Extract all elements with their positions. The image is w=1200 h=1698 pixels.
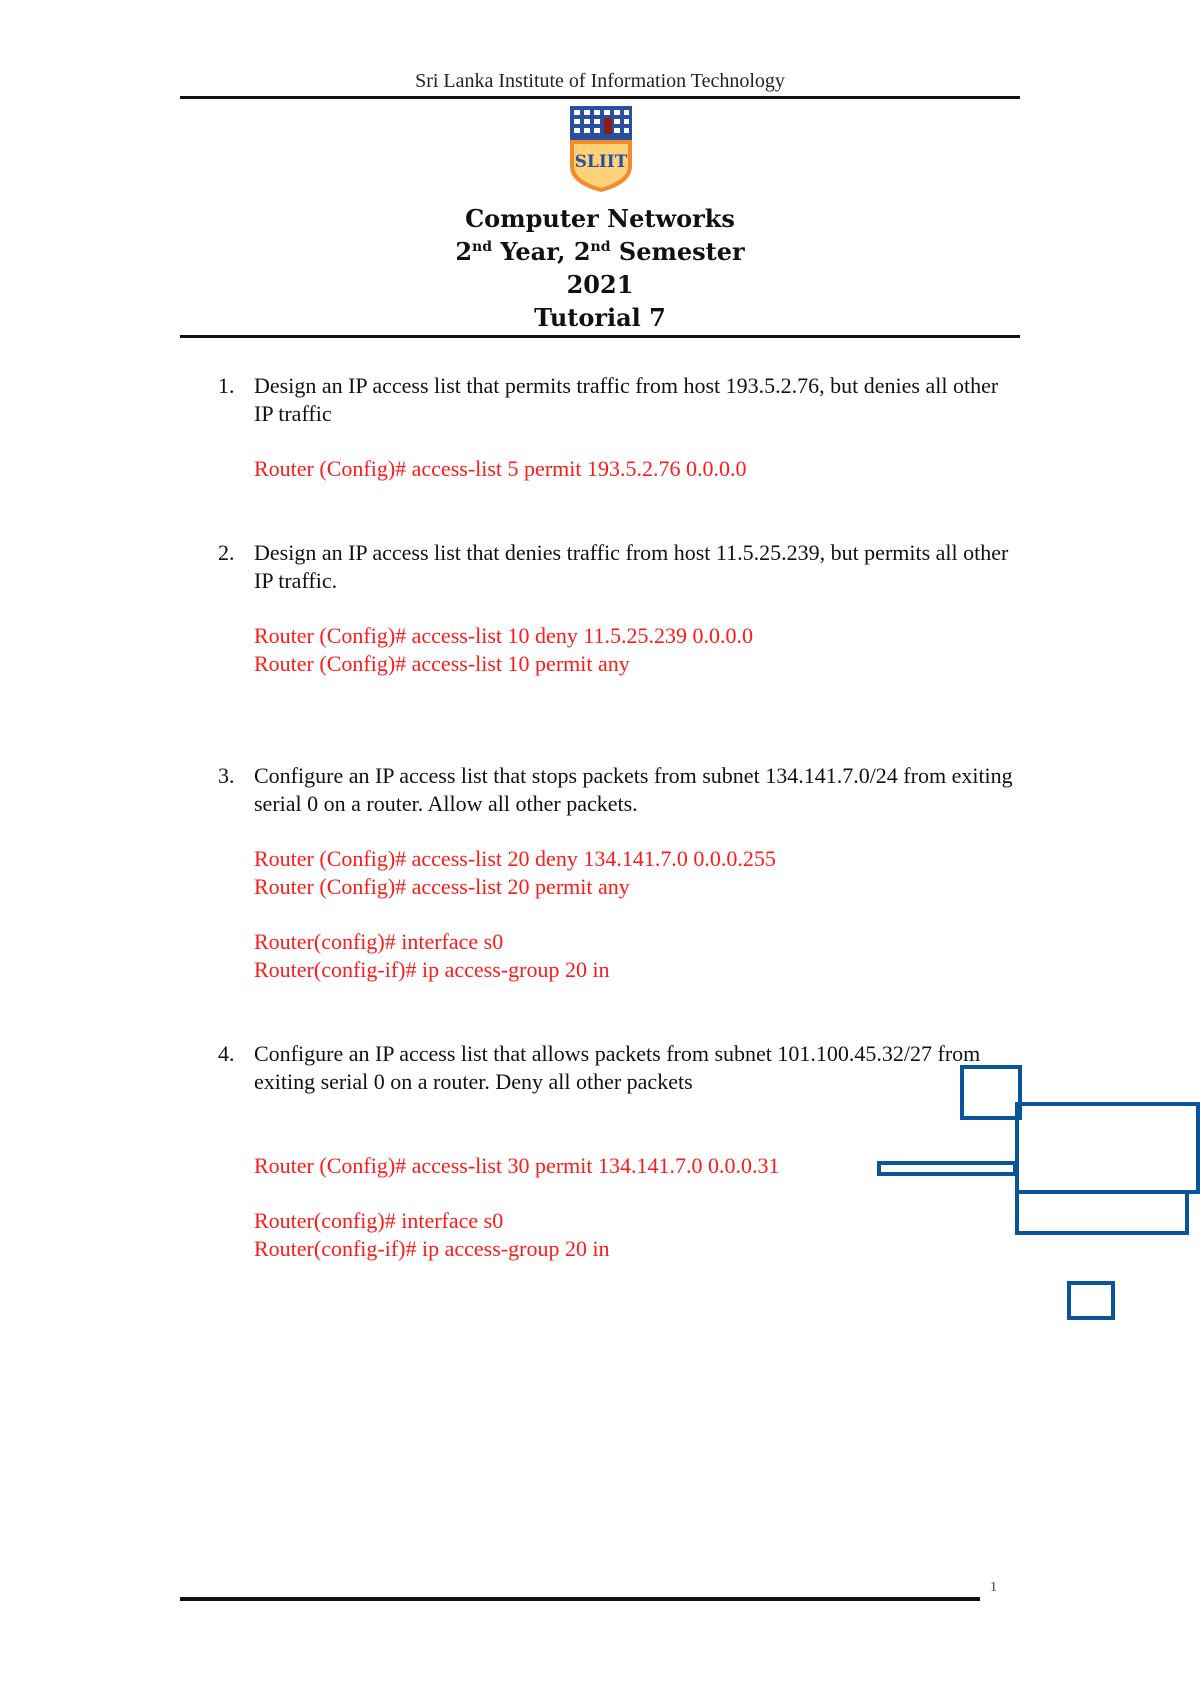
decorative-bar — [877, 1161, 1017, 1176]
question-4 — [218, 1040, 1018, 1096]
answer-line: Router (Config)# access-list 30 permit 134.141.7.0 0.0.0.31 — [254, 1153, 780, 1178]
answer-line: Router(config)# interface s0 — [254, 929, 504, 954]
question-3 — [218, 762, 1018, 818]
question-text: Design an IP access list that denies traffic from host 11.5.25.239, but permits all other IP traffic. — [254, 540, 1009, 593]
answer-line: Router(config)# interface s0 — [254, 1208, 504, 1233]
svg-text:SLIIT: SLIIT — [574, 152, 628, 172]
answer-line: Router (Config)# access-list 20 deny 134.141.7.0 0.0.0.255 — [254, 846, 776, 871]
question-number: 4. — [218, 1041, 235, 1066]
page-number: 1 — [990, 1580, 997, 1595]
decorative-box — [1067, 1281, 1115, 1320]
question-1 — [218, 372, 1018, 428]
question-number: 2. — [218, 540, 235, 565]
answer-line: Router(config-if)# ip access-group 20 in — [254, 957, 610, 982]
decorative-box — [960, 1065, 1022, 1120]
answer-line: Router (Config)# access-list 5 permit 193.5.2.76 0.0.0.0 — [254, 456, 747, 481]
year-semester: 2nd Year, 2nd Semester — [455, 237, 745, 266]
question-text: Configure an IP access list that allows packets from subnet 101.100.45.32/27 from exiting serial 0 on a router. Deny all other packets — [254, 1041, 981, 1094]
academic-year: 2021 — [566, 270, 634, 299]
page-header-institute: Sri Lanka Institute of Information Technology — [415, 70, 785, 92]
question-number: 3. — [218, 763, 235, 788]
tutorial-title: Tutorial 7 — [534, 303, 666, 332]
decorative-box — [1015, 1190, 1189, 1235]
question-text: Configure an IP access list that stops packets from subnet 134.141.7.0/24 from exiting serial 0 on a router. Allow all other packets. — [254, 763, 1013, 816]
question-2 — [218, 539, 1018, 595]
answer-line: Router (Config)# access-list 20 permit any — [254, 874, 630, 899]
answer-line: Router (Config)# access-list 10 deny 11.5.25.239 0.0.0.0 — [254, 623, 753, 648]
course-title: Computer Networks — [465, 204, 735, 233]
decorative-box — [1015, 1102, 1200, 1194]
question-number: 1. — [218, 373, 235, 398]
answer-line: Router(config-if)# ip access-group 20 in — [254, 1236, 610, 1261]
question-text: Design an IP access list that permits traffic from host 193.5.2.76, but denies all other IP traffic — [254, 373, 999, 426]
footer-divider — [180, 1597, 980, 1601]
answer-line: Router (Config)# access-list 10 permit any — [254, 651, 630, 676]
